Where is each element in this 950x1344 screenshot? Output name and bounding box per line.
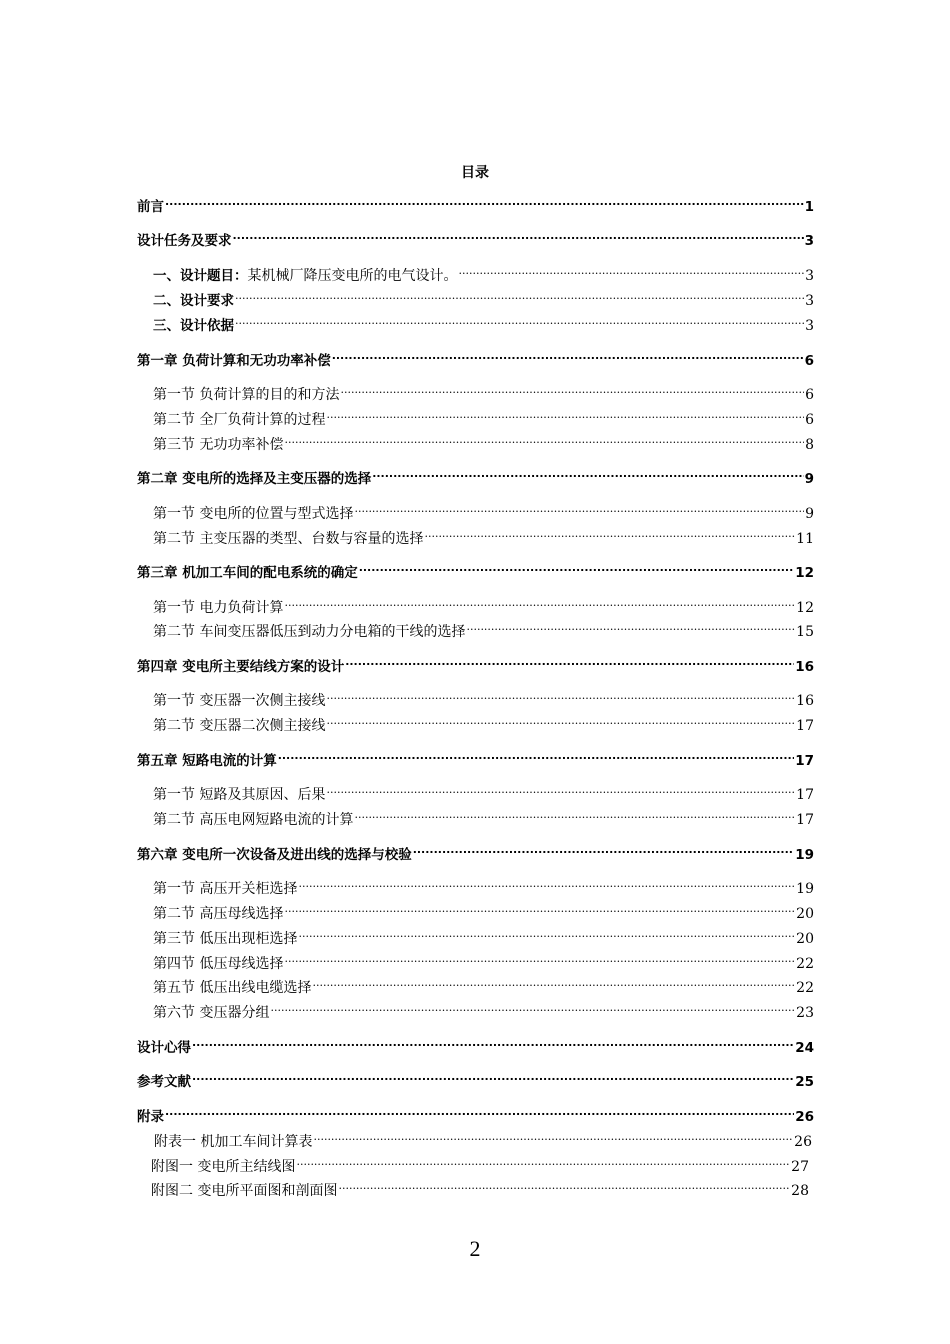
toc-entry-label: 第一节 电力负荷计算 xyxy=(153,600,284,616)
toc-entry-label: 设计心得 xyxy=(137,1040,191,1056)
toc-entry-preface[interactable] xyxy=(137,197,814,216)
toc-entry-chapter-6[interactable] xyxy=(137,845,814,864)
toc-entry-prefix: 三、设计依据 xyxy=(153,318,234,334)
toc-entry-page: 22 xyxy=(796,980,814,996)
toc-entry-page: 17 xyxy=(796,787,814,803)
leader-dots xyxy=(284,598,795,612)
toc-entry-label: 设计任务及要求 xyxy=(137,233,232,249)
toc-entry-section[interactable] xyxy=(153,622,814,641)
toc-entry-page: 6 xyxy=(805,412,814,428)
toc-entry-page: 24 xyxy=(795,1040,814,1056)
toc-entry-page: 6 xyxy=(804,353,814,369)
toc-entry-section[interactable] xyxy=(153,810,814,829)
toc-entry-section[interactable] xyxy=(153,716,814,735)
toc-entry-label: 第一节 负荷计算的目的和方法 xyxy=(153,387,340,403)
toc-entry-design-basis[interactable] xyxy=(153,316,814,335)
toc-entry-label: 第三节 低压出现柜选择 xyxy=(153,931,298,947)
toc-entry-page: 19 xyxy=(795,847,814,863)
leader-dots xyxy=(326,785,795,799)
toc-entry-label: 前言 xyxy=(137,199,164,215)
toc-entry-page: 12 xyxy=(796,600,814,616)
toc-entry-page: 8 xyxy=(805,437,814,453)
toc-entry-page: 12 xyxy=(795,565,814,581)
toc-entry-page: 9 xyxy=(805,506,814,522)
toc-entry-label: 第六节 变压器分组 xyxy=(153,1005,270,1021)
toc-entry-chapter-2[interactable] xyxy=(137,469,814,488)
toc-entry-page: 17 xyxy=(795,753,814,769)
toc-entry-page: 26 xyxy=(795,1109,814,1125)
toc-entry-label: 第六章 变电所一次设备及进出线的选择与校验 xyxy=(137,847,412,863)
toc-entry-section[interactable] xyxy=(153,1003,814,1022)
toc-entry-page: 11 xyxy=(796,531,814,547)
toc-entry-section[interactable] xyxy=(153,929,814,948)
toc-entry-page: 3 xyxy=(805,268,814,284)
toc-entry-label: 第一节 变电所的位置与型式选择 xyxy=(153,506,354,522)
toc-entry-section[interactable] xyxy=(153,410,814,429)
toc-entry-design-topic[interactable] xyxy=(153,266,814,285)
toc-entry-page: 23 xyxy=(796,1005,814,1021)
toc-entry-label: 第一节 高压开关柜选择 xyxy=(153,881,298,897)
leader-dots xyxy=(312,978,795,992)
leader-dots xyxy=(332,351,804,365)
toc-entry-page: 3 xyxy=(805,318,814,334)
toc-entry-section[interactable] xyxy=(153,691,814,710)
toc-entry-section[interactable] xyxy=(153,978,814,997)
toc-entry-chapter-3[interactable] xyxy=(137,563,814,582)
toc-entry-page: 19 xyxy=(796,881,814,897)
toc-entry-label: 第二节 车间变压器低压到动力分电箱的干线的选择 xyxy=(153,624,466,640)
toc-entry-label: 第五章 短路电流的计算 xyxy=(137,753,277,769)
toc-entry-page: 20 xyxy=(796,931,814,947)
toc-entry-section[interactable] xyxy=(153,598,814,617)
toc-entry-label: 第二节 主变压器的类型、台数与容量的选择 xyxy=(153,531,424,547)
toc-entry-chapter-4[interactable] xyxy=(137,657,814,676)
toc-entry-label xyxy=(153,267,458,285)
toc-entry-label: 附表一 机加工车间计算表 xyxy=(154,1134,313,1150)
leader-dots xyxy=(165,1107,794,1121)
toc-entry-section[interactable] xyxy=(153,785,814,804)
leader-dots xyxy=(298,929,795,943)
toc-entry-label: 附图二 变电所平面图和剖面图 xyxy=(151,1183,338,1199)
toc-entry-page: 28 xyxy=(791,1183,809,1199)
toc-entry-section[interactable] xyxy=(153,529,814,548)
leader-dots xyxy=(233,231,804,245)
toc-entry-page: 3 xyxy=(805,293,814,309)
toc-entry-label: 附图一 变电所主结线图 xyxy=(151,1159,296,1175)
toc-entry-page: 9 xyxy=(804,471,814,487)
leader-dots xyxy=(326,691,795,705)
leader-dots xyxy=(340,385,804,399)
toc-entry-section[interactable] xyxy=(153,435,814,454)
toc-entry-appendix-table[interactable] xyxy=(154,1132,812,1151)
toc-entry-text: 某机械厂降压变电所的电气设计。 xyxy=(247,268,458,284)
toc-entry-label: 第二节 全厂负荷计算的过程 xyxy=(153,412,326,428)
toc-entry-label: 第一节 短路及其原因、后果 xyxy=(153,787,326,803)
leader-dots xyxy=(326,410,804,424)
toc-entry-label: 第三章 机加工车间的配电系统的确定 xyxy=(137,565,358,581)
leader-dots xyxy=(278,751,795,765)
toc-entry-appendix-figure[interactable] xyxy=(151,1157,809,1176)
toc-entry-label xyxy=(153,317,234,335)
toc-entry-references[interactable] xyxy=(137,1072,814,1091)
toc-entry-section[interactable] xyxy=(153,879,814,898)
toc-entry-label xyxy=(153,292,234,310)
leader-dots xyxy=(165,197,804,211)
toc-entry-appendix-figure[interactable] xyxy=(151,1181,809,1200)
toc-entry-design-task[interactable] xyxy=(137,231,814,250)
leader-dots xyxy=(424,529,795,543)
leader-dots xyxy=(459,266,805,280)
toc-entry-label: 第二节 变压器二次侧主接线 xyxy=(153,718,326,734)
leader-dots xyxy=(284,904,795,918)
toc-entry-prefix: 二、设计要求 xyxy=(153,293,234,309)
toc-entry-label: 第二章 变电所的选择及主变压器的选择 xyxy=(137,471,372,487)
toc-entry-page: 1 xyxy=(804,199,814,215)
page-number: 2 xyxy=(469,1236,481,1261)
toc-entry-section[interactable] xyxy=(153,954,814,973)
toc-entry-label: 第三节 无功功率补偿 xyxy=(153,437,284,453)
toc-entry-page: 17 xyxy=(796,812,814,828)
toc-entry-page: 16 xyxy=(795,659,814,675)
leader-dots xyxy=(235,291,804,305)
toc-entry-label: 第二节 高压电网短路电流的计算 xyxy=(153,812,354,828)
leader-dots xyxy=(338,1181,790,1195)
leader-dots xyxy=(284,954,795,968)
leader-dots xyxy=(192,1072,794,1086)
toc-entry-design-requirements[interactable] xyxy=(153,291,814,310)
toc-entry-section[interactable] xyxy=(153,904,814,923)
toc-entry-appendix[interactable] xyxy=(137,1107,814,1126)
toc-entry-page: 16 xyxy=(796,693,814,709)
toc-entry-label: 第一章 负荷计算和无功功率补偿 xyxy=(137,353,331,369)
leader-dots xyxy=(359,563,795,577)
toc-entry-page: 22 xyxy=(796,956,814,972)
toc-entry-page: 20 xyxy=(796,906,814,922)
toc-entry-design-reflection[interactable] xyxy=(137,1038,814,1057)
toc-entry-label: 第五节 低压出线电缆选择 xyxy=(153,980,312,996)
toc-entry-label: 参考文献 xyxy=(137,1074,191,1090)
leader-dots xyxy=(326,716,795,730)
toc-entry-label: 第四章 变电所主要结线方案的设计 xyxy=(137,659,345,675)
leader-dots xyxy=(192,1038,794,1052)
toc-entry-prefix: 一、设计题目： xyxy=(153,268,248,284)
toc-title: 目录 xyxy=(461,165,489,181)
leader-dots xyxy=(345,657,794,671)
toc-entry-page: 15 xyxy=(796,624,814,640)
toc-entry-page: 17 xyxy=(796,718,814,734)
leader-dots xyxy=(413,845,795,859)
toc-entry-label: 第四节 低压母线选择 xyxy=(153,956,284,972)
leader-dots xyxy=(298,879,795,893)
leader-dots xyxy=(354,504,804,518)
leader-dots xyxy=(466,622,795,636)
leader-dots xyxy=(313,1132,793,1146)
toc-entry-page: 25 xyxy=(795,1074,814,1090)
toc-entry-chapter-1[interactable] xyxy=(137,351,814,370)
leader-dots xyxy=(284,435,804,449)
toc-entry-page: 26 xyxy=(794,1134,812,1150)
toc-entry-label: 附录 xyxy=(137,1109,164,1125)
toc-entry-page: 3 xyxy=(804,233,814,249)
toc-entry-page: 27 xyxy=(791,1159,809,1175)
leader-dots xyxy=(354,810,795,824)
leader-dots xyxy=(235,316,804,330)
toc-entry-chapter-5[interactable] xyxy=(137,751,814,770)
toc-entry-label: 第二节 高压母线选择 xyxy=(153,906,284,922)
toc-entry-section[interactable] xyxy=(153,504,814,523)
toc-entry-section[interactable] xyxy=(153,385,814,404)
leader-dots xyxy=(296,1157,790,1171)
leader-dots xyxy=(270,1003,795,1017)
toc-entry-page: 6 xyxy=(805,387,814,403)
toc-entry-label: 第一节 变压器一次侧主接线 xyxy=(153,693,326,709)
leader-dots xyxy=(372,469,803,483)
